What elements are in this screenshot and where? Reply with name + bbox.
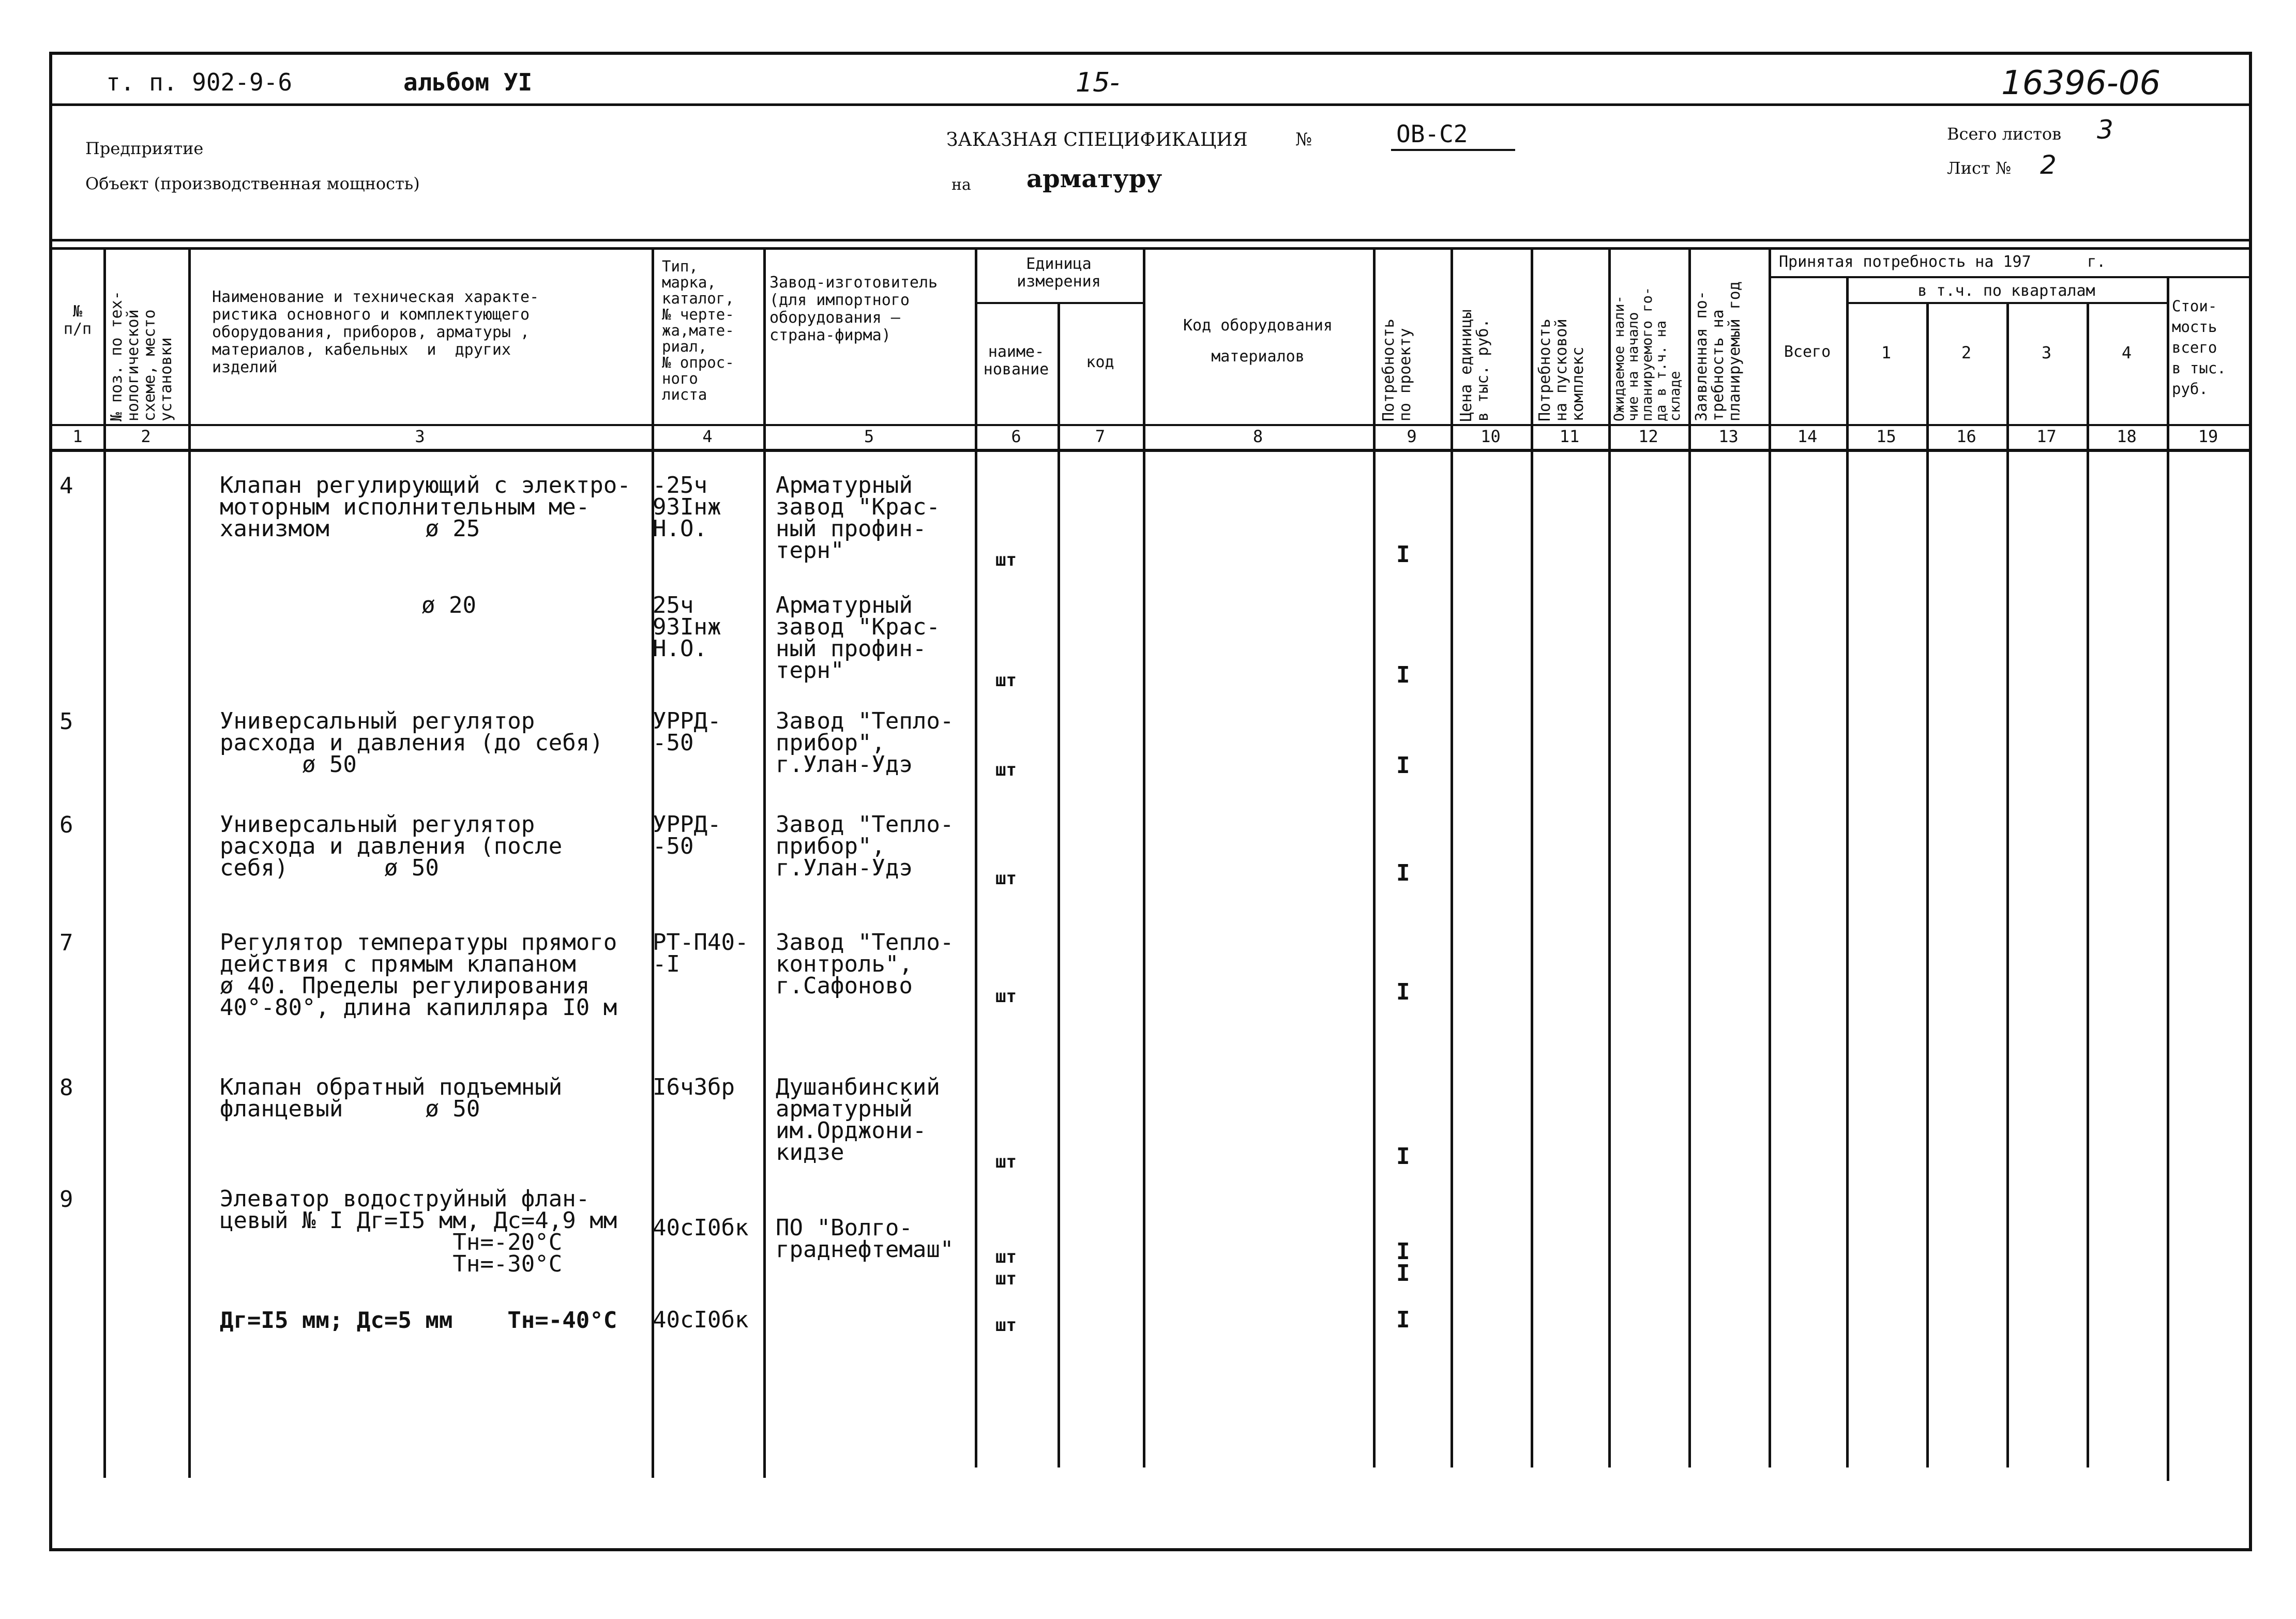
sheet-label: Лист № (1947, 158, 2012, 178)
col-header-unit-group: Единица измерения (1017, 255, 1101, 291)
col-header-10: Цена единицы в тыс. руб. (1457, 309, 1492, 421)
item-type: РТ-П40- -I (653, 929, 749, 977)
page-number: 15- (1076, 67, 1120, 98)
col-header-1: № п/п (63, 302, 92, 338)
item-qty: I (1396, 979, 1410, 1005)
item-maker: Завод "Тепло- контроль", г.Сафоново (776, 929, 954, 999)
col-header-17: 3 (2041, 343, 2052, 362)
column-number-14: 14 (1797, 427, 1818, 446)
item-unit: шт (995, 1152, 1017, 1172)
item-unit: шт (995, 760, 1017, 780)
row-number: 4 (59, 473, 73, 499)
col-header-quarters: в т.ч. по кварталам (1917, 282, 2095, 300)
item-maker: Завод "Тепло- прибор", г.Улан-Удэ (776, 811, 954, 881)
item-type: УРРД- -50 (653, 811, 721, 859)
column-number-15: 15 (1876, 427, 1896, 446)
item-name: Элеватор водоструйный флан- цевый № I Дг=I5 мм, Дс=4,9 мм Тн=-20°С Тн=-30°С (220, 1186, 617, 1277)
column-number-18: 18 (2117, 427, 2137, 446)
item-type: 25ч 93Iнж Н.О. (653, 592, 721, 662)
item-type: -25ч 93Iнж Н.О. (653, 472, 721, 542)
column-number-17: 17 (2036, 427, 2057, 446)
column-number-2: 2 (141, 427, 151, 446)
enterprise-label: Предприятие (85, 139, 204, 158)
item-qty: I (1396, 662, 1410, 688)
col-header-6: наиме- нование (983, 343, 1049, 379)
col-header-12: Ожидаемое нали- чие на начало планируемого го- да в т.ч. на складе (1611, 286, 1683, 421)
col-header-16: 2 (1961, 343, 1972, 362)
number-sign: № (1295, 129, 1312, 150)
col-header-2: № поз. по тех- нологической схеме, место установки (108, 291, 175, 421)
spec-title: ЗАКАЗНАЯ СПЕЦИФИКАЦИЯ (946, 129, 1248, 150)
col-header-18: 4 (2121, 343, 2132, 362)
item-name: Клапан обратный подъемный фланцевый ø 50 (220, 1074, 563, 1122)
item-name: Универсальный регулятор расхода и давления (до себя) ø 50 (220, 708, 603, 778)
col-header-3: Наименование и техническая характе- ристика основного и комплектующего оборудования, приборов, арматуры , материалов, кабельных и других изделий (212, 288, 539, 376)
item-qty: I (1396, 860, 1410, 886)
col-header-11: Потребность на пусковой комплекс (1536, 319, 1587, 421)
item-unit: шт (995, 550, 1017, 570)
column-number-3: 3 (415, 427, 425, 446)
col-header-14: Всего (1784, 343, 1831, 361)
item-unit: шт шт (995, 1247, 1017, 1289)
column-number-16: 16 (1956, 427, 1976, 446)
col-header-9: Потребность по проекту (1380, 319, 1414, 421)
column-number-8: 8 (1252, 427, 1263, 446)
spec-number: ОВ-С2 (1396, 120, 1468, 148)
total-sheets-label: Всего листов (1947, 124, 2062, 144)
column-number-11: 11 (1559, 427, 1580, 446)
column-number-5: 5 (864, 427, 874, 446)
item-maker: Арматурный завод "Крас- ный профин- терн" (776, 472, 940, 564)
item-unit: шт (995, 670, 1017, 691)
column-number-13: 13 (1718, 427, 1739, 446)
item-name: Универсальный регулятор расхода и давления (после себя) ø 50 (220, 811, 563, 881)
item-type: I6ч3бр (653, 1074, 735, 1100)
item-type: 40сI0бк (653, 1307, 749, 1333)
item-qty: I (1396, 752, 1410, 779)
column-number-7: 7 (1095, 427, 1106, 446)
col-header-15: 1 (1881, 343, 1892, 362)
item-name: Дг=I5 мм; Дс=5 мм Тн=-40°С (220, 1307, 617, 1334)
col-header-4: Тип, марка, каталог, № черте- жа,мате- риал, № опрос- ного листа (662, 258, 734, 403)
item-maker: Душанбинский арматурный им.Орджони- кидзе (776, 1074, 940, 1166)
project-code: т. п. 902-9-6 (106, 68, 293, 96)
col-header-13: Заявленная по- требность на планируемый год (1693, 281, 1744, 421)
col-header-7: код (1086, 353, 1114, 371)
item-type: 40сI0бк (653, 1215, 749, 1241)
col-header-accepted: Принятая потребность на 197 г. (1779, 253, 2106, 271)
col-header-8: Код оборудования материалов (1183, 316, 1333, 366)
item-name: ø 20 (421, 592, 476, 618)
column-number-10: 10 (1481, 427, 1501, 446)
spec-subject: арматуру (1026, 164, 1162, 193)
item-unit: шт (995, 1315, 1017, 1336)
item-name: Регулятор температуры прямого действия с прямым клапаном ø 40. Пределы регулирования 40°-80°, длина капилляра I0 м (220, 929, 617, 1021)
item-maker: Арматурный завод "Крас- ный профин- терн" (776, 592, 940, 684)
item-qty: I (1396, 541, 1410, 568)
total-sheets: 3 (2097, 115, 2113, 145)
item-unit: шт (995, 986, 1017, 1007)
column-number-12: 12 (1638, 427, 1658, 446)
item-qty: I I (1396, 1238, 1410, 1287)
sheet-number: 2 (2040, 150, 2057, 180)
document-code: 16396-06 (2001, 64, 2161, 102)
column-number-19: 19 (2198, 427, 2218, 446)
item-maker: Завод "Тепло- прибор", г.Улан-Удэ (776, 708, 954, 778)
row-number: 5 (59, 708, 73, 735)
item-name: Клапан регулирующий с электро- моторным исполнительным ме- ханизмом ø 25 (220, 472, 631, 542)
column-number-6: 6 (1011, 427, 1021, 446)
col-header-5: Завод-изготовитель (для импортного оборудования – страна-фирма) (769, 274, 938, 344)
row-number: 9 (59, 1186, 73, 1213)
column-number-4: 4 (702, 427, 713, 446)
object-label: Объект (производственная мощность) (85, 174, 420, 193)
album-label: альбом УI (403, 68, 533, 96)
column-number-1: 1 (72, 427, 83, 446)
item-type: УРРД- -50 (653, 708, 721, 756)
item-qty: I (1396, 1143, 1410, 1170)
row-number: 7 (59, 930, 73, 956)
na-label: на (951, 176, 971, 194)
item-maker: ПО "Волго- граднефтемаш" (776, 1215, 954, 1263)
row-number: 6 (59, 812, 73, 838)
col-header-19: Стои- мость всего в тыс. руб. (2172, 297, 2226, 398)
column-number-9: 9 (1407, 427, 1417, 446)
item-unit: шт (995, 868, 1017, 889)
item-qty: I (1396, 1307, 1410, 1333)
row-number: 8 (59, 1075, 73, 1101)
